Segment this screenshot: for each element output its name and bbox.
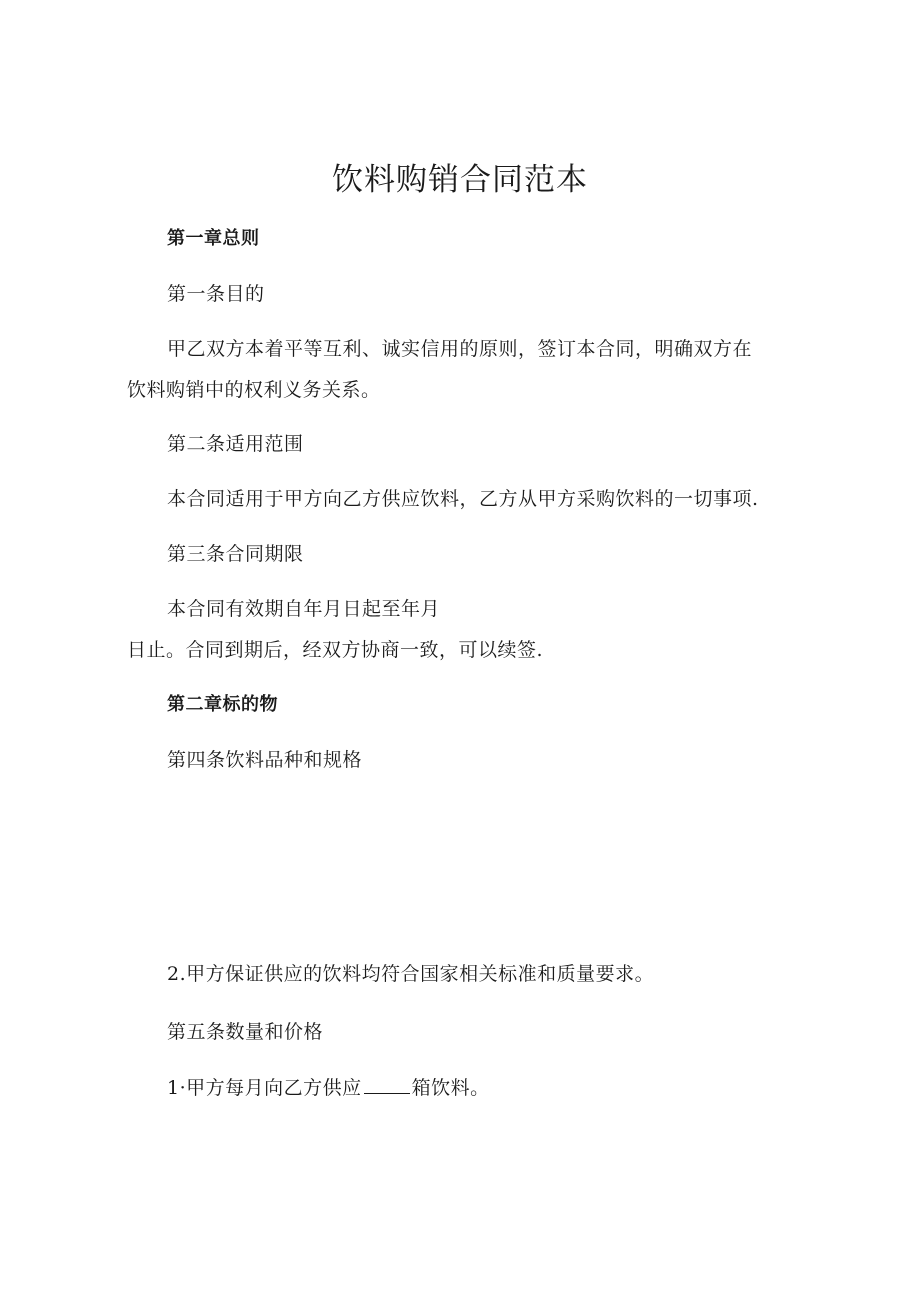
chapter-2-heading: 第二章标的物 [167, 694, 278, 715]
quantity-blank [364, 1075, 410, 1094]
article-5-heading: 第五条数量和价格 [167, 1021, 324, 1043]
article-2-body: 本合同适用于甲方向乙方供应饮料，乙方从甲方采购饮料的一切事项. [167, 488, 759, 510]
document-title: 饮料购销合同范本 [332, 162, 588, 198]
article-1-body-line-1: 甲乙双方本着平等互利、诚实信用的原则，签订本合同，明确双方在 [167, 338, 753, 360]
article-5-item-1-prefix: 1·甲方每月向乙方供应 [167, 1077, 362, 1099]
chapter-1-heading: 第一章总则 [167, 228, 260, 249]
article-3-body-line-1: 本合同有效期自年月日起至年月 [167, 598, 441, 620]
article-4-heading: 第四条饮料品种和规格 [167, 749, 363, 771]
article-5-item-1 [167, 1075, 490, 1100]
article-1-heading: 第一条目的 [167, 283, 265, 305]
article-5-item-1-suffix: 箱饮料。 [411, 1077, 490, 1099]
article-2-heading: 第二条适用范围 [167, 433, 304, 455]
article-1-body-line-2: 饮料购销中的权利义务关系。 [127, 379, 381, 401]
article-3-heading: 第三条合同期限 [167, 543, 304, 565]
article-3-body-line-2: 日止。合同到期后，经双方协商一致，可以续签. [127, 639, 544, 661]
article-4-item-2: 2.甲方保证供应的饮料均符合国家相关标准和质量要求。 [167, 963, 655, 985]
